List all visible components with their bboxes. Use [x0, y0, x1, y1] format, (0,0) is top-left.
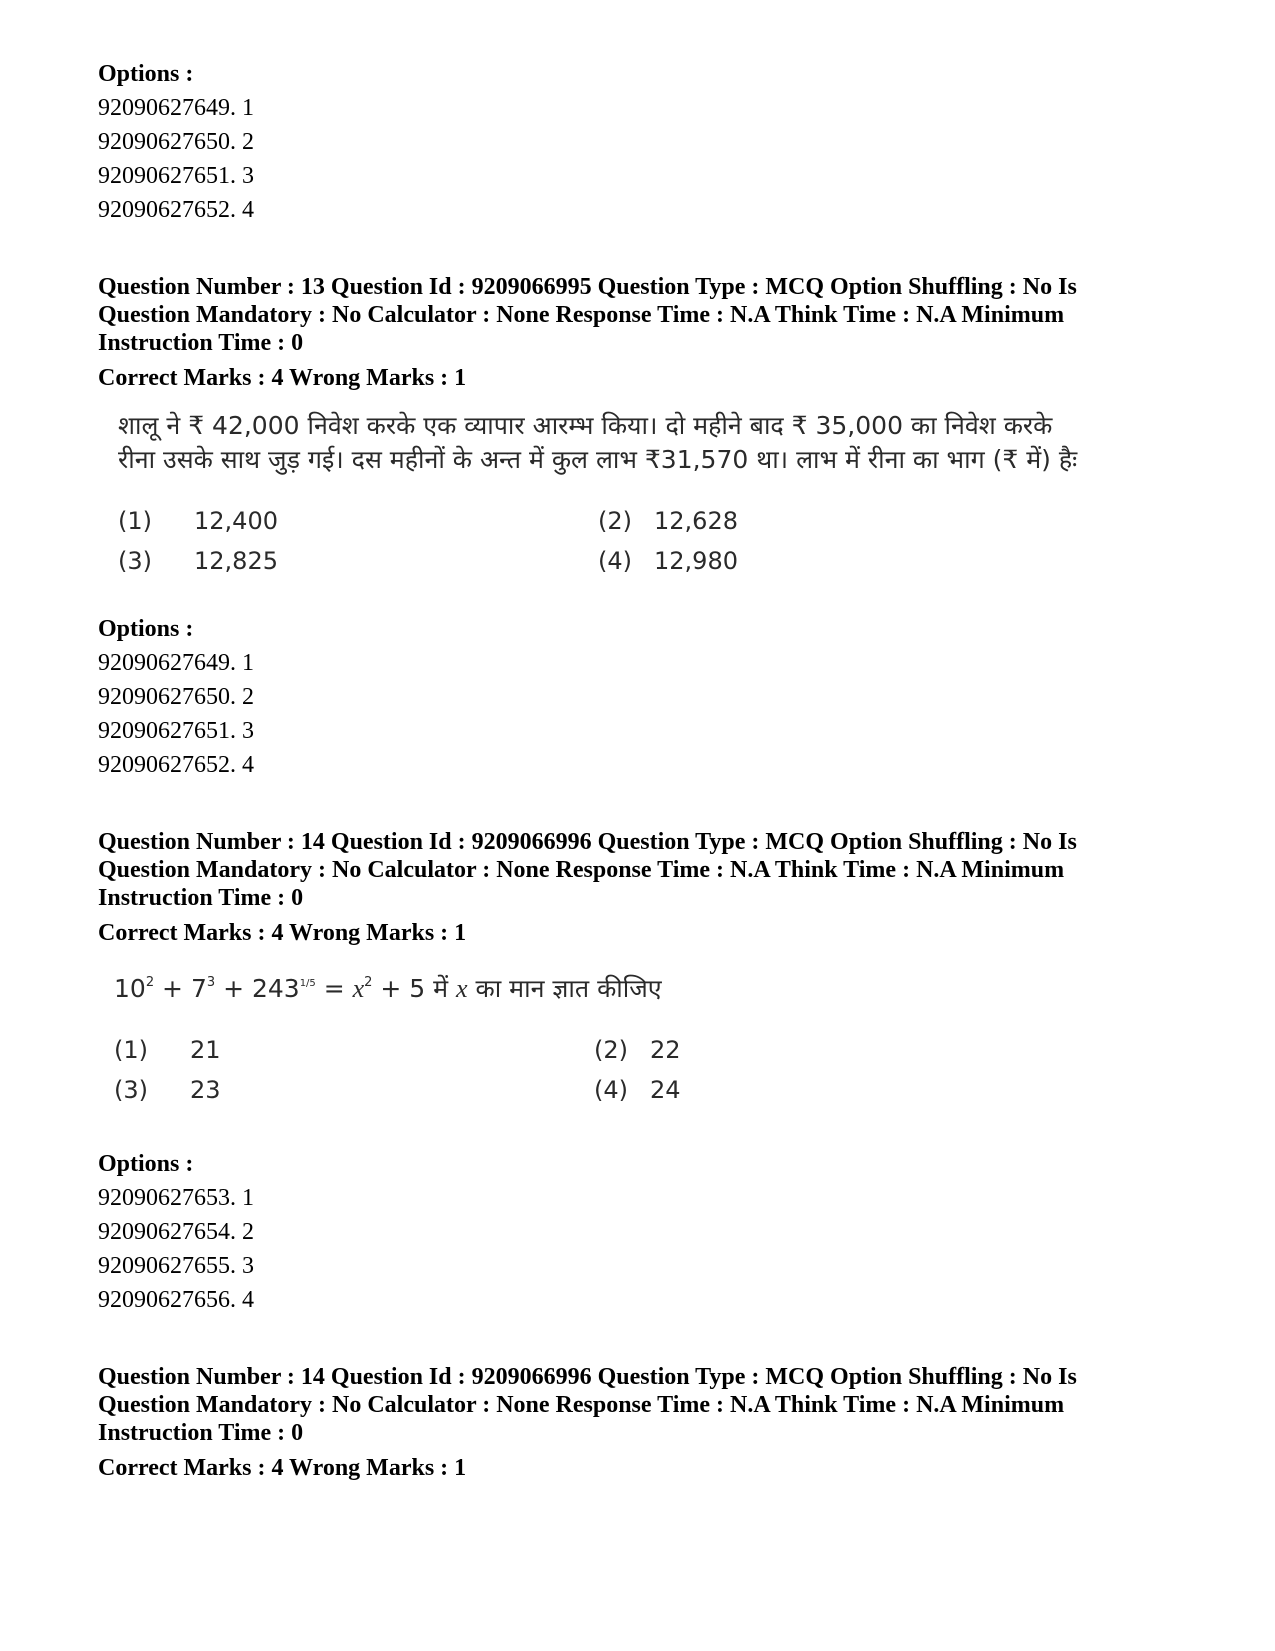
eq-term: 7: [190, 974, 207, 1003]
option-line: 92090627652. 4: [98, 752, 254, 778]
question-header: [98, 273, 1178, 357]
question-header-line: Question Mandatory : No Calculator : None Response Time : N.A Think Time : N.A Minimum: [98, 302, 1065, 328]
answer-choice: [594, 1036, 894, 1064]
choice-number: (2): [598, 507, 632, 535]
answer-choice: [598, 547, 898, 575]
options-heading: Options :: [98, 61, 194, 87]
question-header-line: Question Mandatory : No Calculator : None Response Time : N.A Think Time : N.A Minimum: [98, 857, 1065, 883]
choice-number: (3): [118, 547, 152, 575]
choice-value: 22: [650, 1036, 681, 1064]
choice-number: (1): [114, 1036, 148, 1064]
eq-exponent: 2: [145, 975, 155, 990]
eq-operator: +: [372, 974, 410, 1003]
option-line: 92090627654. 2: [98, 1219, 254, 1245]
question-text: [98, 409, 1178, 477]
choice-number: (4): [594, 1076, 628, 1104]
answer-choice: [118, 507, 598, 535]
eq-operator: +: [154, 974, 191, 1003]
question-header: [98, 828, 1178, 912]
marks-line: Correct Marks : 4 Wrong Marks : 1: [98, 920, 467, 946]
answer-choice: [598, 507, 898, 535]
eq-exponent: 2: [364, 975, 373, 990]
option-line: 92090627649. 1: [98, 95, 254, 121]
marks-line: Correct Marks : 4 Wrong Marks : 1: [98, 1455, 467, 1481]
answer-choice: [594, 1076, 894, 1104]
question-equation: [98, 972, 1178, 1006]
choice-number: (4): [598, 547, 632, 575]
answer-choices: [98, 1036, 1178, 1104]
question-text-line: शालू ने ₹ 42,000 निवेश करके एक व्यापार आरम्भ किया। दो महीने बाद ₹ 35,000 का निवेश करके: [118, 411, 1053, 440]
eq-variable: x: [352, 974, 365, 1003]
eq-operator: +: [215, 974, 252, 1003]
answer-choices: [98, 507, 1178, 575]
options-heading: Options :: [98, 1151, 194, 1177]
eq-term: 5: [409, 974, 426, 1003]
question-13: [98, 273, 1178, 782]
eq-variable: x: [456, 974, 468, 1003]
question-header-line: Question Number : 14 Question Id : 9209066996 Question Type : MCQ Option Shuffling : No Is: [98, 1364, 1077, 1390]
question-header-line: Question Number : 14 Question Id : 9209066996 Question Type : MCQ Option Shuffling : No Is: [98, 829, 1077, 855]
choice-number: (3): [114, 1076, 148, 1104]
answer-choice: [114, 1036, 594, 1064]
eq-exponent: 3: [206, 975, 216, 990]
choice-value: 12,628: [654, 507, 738, 535]
options-block-top: [98, 58, 1178, 227]
choice-value: 12,400: [194, 507, 278, 535]
question-14: [98, 828, 1178, 1317]
document-page: [98, 58, 1178, 1483]
options-block: [98, 613, 1178, 782]
question-header-line: Instruction Time : 0: [98, 330, 304, 356]
option-line: 92090627650. 2: [98, 129, 254, 155]
question-header-line: Instruction Time : 0: [98, 885, 304, 911]
eq-term: 10: [114, 974, 146, 1003]
options-block: [98, 1148, 1178, 1317]
eq-text: में: [425, 974, 457, 1003]
options-heading: Options :: [98, 616, 194, 642]
option-line: 92090627655. 3: [98, 1253, 254, 1279]
option-line: 92090627650. 2: [98, 684, 254, 710]
answer-choice: [114, 1076, 594, 1104]
question-header: [98, 1363, 1178, 1447]
question-text-line: रीना उसके साथ जुड़ गई। दस महीनों के अन्त में कुल लाभ ₹31,570 था। लाभ में रीना का भाग (₹ में) हैः: [118, 445, 1078, 474]
eq-operator: =: [315, 974, 353, 1003]
question-content: [98, 972, 1178, 1104]
question-header-line: Instruction Time : 0: [98, 1420, 304, 1446]
question-content: [98, 409, 1178, 575]
choice-number: (1): [118, 507, 152, 535]
marks-line: Correct Marks : 4 Wrong Marks : 1: [98, 365, 467, 391]
eq-text: का मान ज्ञात कीजिए: [467, 974, 662, 1003]
question-14-repeat: [98, 1363, 1178, 1483]
option-line: 92090627652. 4: [98, 197, 254, 223]
answer-choice: [118, 547, 598, 575]
choice-value: 23: [190, 1076, 221, 1104]
question-header-line: Question Mandatory : No Calculator : None Response Time : N.A Think Time : N.A Minimum: [98, 1392, 1065, 1418]
option-line: 92090627656. 4: [98, 1287, 254, 1313]
option-line: 92090627651. 3: [98, 163, 254, 189]
option-line: 92090627651. 3: [98, 718, 254, 744]
option-line: 92090627653. 1: [98, 1185, 254, 1211]
choice-value: 12,980: [654, 547, 738, 575]
choice-value: 12,825: [194, 547, 278, 575]
question-header-line: Question Number : 13 Question Id : 9209066995 Question Type : MCQ Option Shuffling : No Is: [98, 274, 1077, 300]
choice-number: (2): [594, 1036, 628, 1064]
choice-value: 21: [190, 1036, 221, 1064]
eq-term: 243: [251, 974, 300, 1003]
option-line: 92090627649. 1: [98, 650, 254, 676]
choice-value: 24: [650, 1076, 681, 1104]
eq-exponent: 1/5: [299, 978, 316, 989]
